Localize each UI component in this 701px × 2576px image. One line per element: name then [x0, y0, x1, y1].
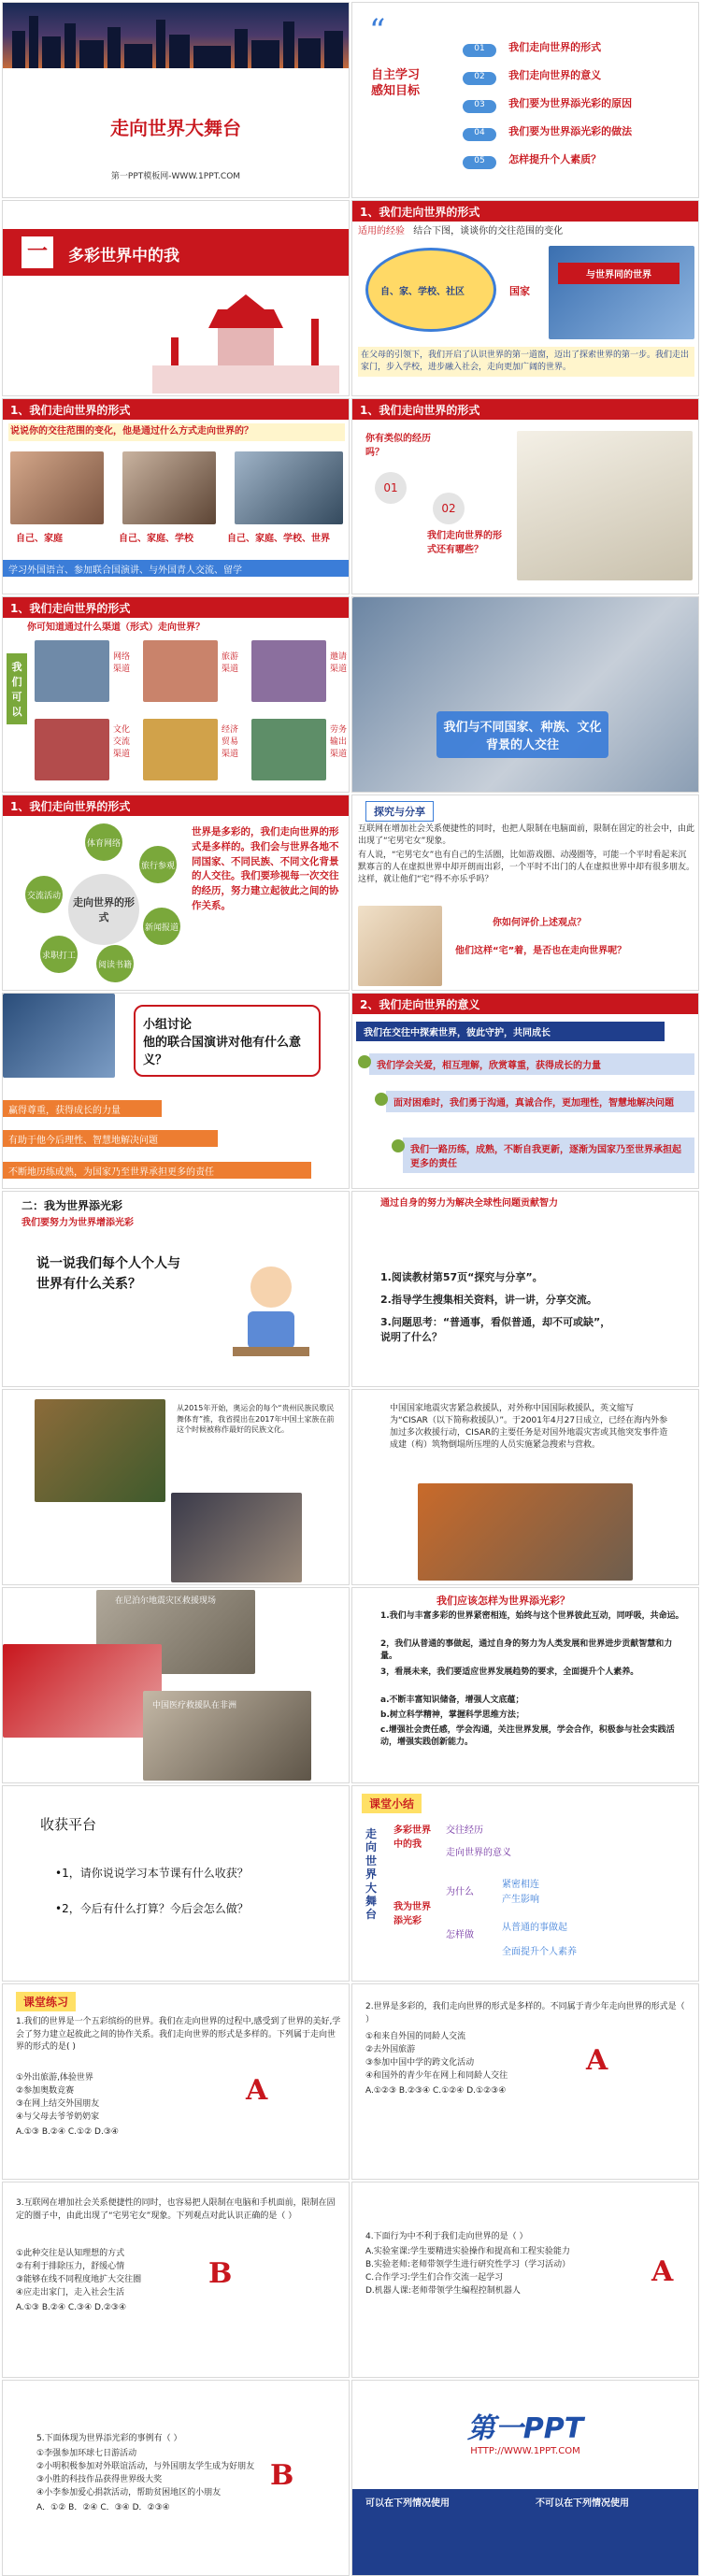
slide-channels	[2, 596, 350, 793]
how-item: 2，我们从普通的事做起，通过自身的努力为人类发展和世界进步贡献智慧和力量。	[380, 1639, 673, 1662]
brand-logo: 第一PPT	[466, 2412, 584, 2445]
slide-title	[2, 2, 350, 198]
how-item: 1.我们与丰富多彩的世界紧密相连，始终与这个世界彼此互动，同呼吸，共命运。	[380, 1611, 684, 1621]
slide-section-one	[2, 200, 350, 396]
quiz-choices: A.①③ B.②④ C.③④ D.②③④	[16, 2303, 127, 2312]
quiz-option: ④和国外的青少年在网上和同龄人交往	[365, 2071, 508, 2081]
slide-group-discussion	[2, 993, 350, 1189]
license-col-forbidden: 不可以在下列情况使用	[536, 2498, 629, 2509]
objectives-heading: 自主学习 感知目标	[371, 68, 421, 98]
quote-icon: “	[369, 12, 386, 50]
quiz-choices: A.①②③ B.②③④ C.①②④ D.①②③④	[365, 2086, 507, 2096]
meaning-item: 面对困难时，我们勇于沟通，真诚合作，更加理性，智慧地解决问题	[386, 1091, 694, 1112]
meaning-item: 我们一路历练，成熟，不断自我更新，逐渐为国家乃至世界承担起更多的责任	[403, 1138, 694, 1173]
quiz-option: ④应走出家门，走入社会生活	[16, 2288, 125, 2297]
quiz-option: B.实验老师:老师带领学生进行研究性学习（学习活动）	[365, 2260, 571, 2269]
channel-photo	[251, 719, 326, 780]
meaning-item: 我们学会关爱，相互理解，欣赏尊重，获得成长的力量	[369, 1053, 694, 1075]
how-item: b.树立科学精神，掌握科学思维方法；	[380, 1710, 524, 1720]
slide-objectives	[351, 2, 699, 198]
cycle-node: 旅行参观	[139, 846, 177, 883]
temple-illustration	[152, 291, 339, 394]
quiz-option: ②小明积极参加对外联谊活动，与外国朋友学生成为好朋友	[36, 2462, 255, 2471]
question-text: 说说你的交往范围的变化，他是通过什么方式走向世界的？	[8, 423, 345, 441]
quiz-option: ②参加奥数竞赛	[16, 2086, 75, 2096]
quiz-option: ④与父母去爷爷奶奶家	[16, 2112, 100, 2122]
slide-experience	[351, 398, 699, 594]
channel-label: 劳务输出渠道	[330, 725, 348, 759]
objective-text: 怎样提升个人素质？	[508, 153, 602, 165]
objective-num: 02	[463, 72, 496, 85]
slide-header: 1、我们走向世界的形式	[352, 201, 698, 222]
photo-caption: 在尼泊尔地震灾区救援现场	[115, 1596, 217, 1606]
channel-label: 经济贸易渠道	[222, 725, 239, 759]
section-title: 多彩世界中的我	[68, 247, 179, 265]
thinking-student-icon	[220, 1257, 322, 1369]
harvest-question: •2，今后有什么打算？今后会怎么做？	[55, 1902, 249, 1915]
cycle-node: 阅读书籍	[96, 945, 134, 982]
harvest-question: •1，请你说说学习本节课有什么收获？	[55, 1867, 249, 1880]
slide-quiz-3	[2, 2182, 350, 2378]
objective-item	[463, 36, 601, 57]
objective-item	[463, 121, 632, 141]
license-panel	[352, 2489, 698, 2576]
leaf: 全面提升个人素养	[502, 1947, 577, 1957]
how-item: c.增强社会责任感，学会沟通，关注世界发展，学会合作，积极参与社会实践活动，增强实践创新能力。	[380, 1725, 675, 1748]
rescue-photo	[418, 1483, 633, 1581]
circle-ring-label: 自、家、学校、社区	[380, 287, 465, 297]
question-text: 你可知道通过什么渠道（形式）走向世界？	[27, 623, 205, 633]
slide-header: 2、我们走向世界的意义	[352, 994, 698, 1014]
answer-bar: 有助于他今后理性、智慧地解决问题	[3, 1130, 218, 1147]
slide-quiz-1	[2, 1983, 350, 2180]
objective-text: 我们走向世界的形式	[508, 41, 602, 53]
leaf: 怎样做	[446, 1930, 474, 1940]
quiz-title: 课堂练习	[16, 1992, 76, 2011]
summary-title: 课堂小结	[362, 1794, 422, 1813]
slide-summary	[351, 1785, 699, 1982]
prompt-text-2: 我们走向世界的形式还有哪些？	[427, 531, 502, 555]
skyline-graphic	[3, 3, 350, 68]
branch-1: 多彩世界中的我	[393, 1825, 431, 1850]
slide-meaning	[351, 993, 699, 1189]
brand-url: HTTP://WWW.1PPT.COM	[470, 2446, 580, 2456]
slide-photos-1	[2, 1389, 350, 1585]
slide-header: 1、我们走向世界的形式	[3, 795, 349, 816]
slide-forms-cycle	[2, 794, 350, 991]
cycle-node: 求职打工	[40, 936, 78, 973]
quiz-question: 3.互联网在增加社会关系便捷性的同时，也容易把人限制在电脑和手机面前，限制在固定的圈子中，由此出现了“宅男宅女”现象。下列观点对此认识正确的是（ ）	[16, 2198, 336, 2221]
quiz-answer: A	[246, 2074, 268, 2107]
channel-label: 邀请渠道	[330, 652, 348, 674]
leaf: 从普通的事做起	[502, 1923, 567, 1933]
answer-bar: 赢得尊重，获得成长的力量	[3, 1100, 162, 1117]
summary-text: 世界是多彩的，我们走向世界的形式是多样的。我们会与世界各地不同国家、不同民族、不同文化背景的人交往。我们要珍视每一次交往的经历，努力建立起彼此之间的协作关系。	[192, 826, 339, 911]
photo-caption: 中国医疗救援队在非洲	[152, 1701, 237, 1710]
objective-text: 我们要为世界添光彩的做法	[508, 125, 633, 137]
objective-num: 01	[463, 44, 496, 57]
quiz-option: ②有利于排除压力，舒缓心情	[16, 2262, 125, 2271]
prompt-text: 你有类似的经历吗？	[365, 434, 431, 458]
computer-illustration	[358, 906, 442, 986]
leaf: 走向世界的意义	[446, 1848, 511, 1858]
quiz-option: ①外出旅游,体验世界	[16, 2073, 93, 2082]
marker-dot	[358, 1055, 371, 1068]
quiz-option: ③能够在线不同程度地扩大交往圈	[16, 2275, 142, 2284]
side-label: 我们可以	[7, 653, 27, 724]
photo-caption: 从2015年开始，奥运会的每个“贵州民族民歌民舞体育”推，我省提出在2017年中国土家族在前这个时候被称作最好的民族文化。	[177, 1404, 335, 1435]
slide-quiz-5	[2, 2380, 350, 2576]
quiz-question: 4.下面行为中不利于我们走向世界的是（ ）	[365, 2232, 528, 2241]
lead-bar: 我们在交往中探索世界，彼此守护，共同成长	[356, 1022, 665, 1041]
child-photo	[122, 451, 216, 524]
un-speech-photo	[3, 994, 115, 1078]
quiz-question: 5.下面体现为世界添光彩的事例有（ ）	[36, 2434, 182, 2443]
channel-photo	[143, 640, 218, 702]
quiz-choices: A.①③ B.②④ C.①② D.③④	[16, 2127, 119, 2137]
slide-header: 1、我们走向世界的形式	[3, 399, 349, 420]
slide-quiz-4	[351, 2182, 699, 2378]
slide-contribute	[351, 1191, 699, 1387]
slide-explore-share	[351, 794, 699, 991]
quiz-option: ①李强参加环球七日游活动	[36, 2449, 137, 2458]
objective-num: 05	[463, 156, 496, 169]
quiz-question: 1.我们的世界是一个五彩缤纷的世界。我们在走向世界的过程中,感受到了世界的美好,学会了努力建立起彼此之间的协作关系。我们走向世界的形式是多样的。下列属于走向世界的形式的是( )	[16, 2017, 341, 2052]
channel-photo	[251, 640, 326, 702]
quiz-option: ②去外国旅游	[365, 2045, 416, 2054]
summary-bar: 学习外国语言、参加联合国演讲、与外国青人交流、留学	[3, 560, 350, 577]
step-item: 1.阅读教材第57页“探究与分享”。	[380, 1271, 543, 1283]
channel-photo	[35, 719, 109, 780]
discussion-question: 说一说我们每个人个人与世界有什么关系？	[36, 1256, 180, 1293]
slide-rescue	[351, 1389, 699, 1585]
quiz-option: C.合作学习:学生们合作交流一起学习	[365, 2273, 504, 2283]
slide-ways-world	[2, 398, 350, 594]
quiz-choices: A．①② B．②④ C．③④ D．②③④	[36, 2503, 170, 2512]
objective-text: 我们走向世界的意义	[508, 69, 602, 81]
channel-label: 文化交流渠道	[113, 725, 131, 759]
image-label: 自己、家庭、学校	[119, 534, 193, 544]
leaf: 为什么	[446, 1887, 474, 1897]
quiz-answer: A	[586, 2044, 608, 2077]
quiz-option: A.实验室课:学生要精进实验操作和提高和工程实验能力	[365, 2247, 570, 2256]
quiz-answer: B	[208, 2257, 233, 2290]
harvest-title: 收获平台	[40, 1816, 97, 1833]
objective-item	[463, 93, 632, 113]
question-2: 他们这样“宅”着，是否也在走向世界呢？	[455, 946, 627, 956]
part-title: 二：我为世界添光彩	[21, 1199, 123, 1212]
quiz-option: ③参加中国中学的跨文化活动	[365, 2058, 475, 2068]
airport-photo	[352, 597, 699, 793]
answer-bar: 不断地历练成熟，为国家乃至世界承担更多的责任	[3, 1162, 311, 1179]
explore-body: 互联网在增加社会关系便捷性的同时，也把人限制在电脑面前，限制在固定的社会中，由此出现了“宅男宅女”现象。	[358, 824, 695, 847]
slide-heading: 我们应该怎样为世界添光彩？	[436, 1595, 570, 1607]
license-col-allowed: 可以在下列情况使用	[365, 2498, 450, 2509]
cycle-node: 新闻报道	[143, 908, 180, 945]
summary-root: 走向世界大舞台	[365, 1827, 378, 1922]
branch-2: 我为世界添光彩	[393, 1902, 431, 1926]
intro-line	[358, 225, 563, 239]
caption-text: 在父母的引领下，我们开启了认识世界的第一道窗，迈出了探索世界的第一步。我们走出家门，步入学校，进步融入社会，走向更加广阔的世界。	[358, 347, 694, 377]
city-skyline-banner	[3, 3, 349, 68]
marker-dot	[375, 1093, 388, 1106]
classroom-photo	[517, 431, 693, 580]
step-item: 3.问题思考：“普通事，看似普通，却不可或缺”，说明了什么？	[380, 1316, 611, 1343]
channel-label: 网络渠道	[113, 652, 131, 674]
slide-interaction	[351, 596, 699, 793]
intro-label: 适用的经验	[358, 226, 405, 236]
step-item: 2.指导学生搜集相关资料，讲一讲，分享交流。	[380, 1294, 597, 1306]
group-photo	[171, 1493, 302, 1582]
objective-item	[463, 149, 601, 169]
explore-body-2: 有人说，“宅男宅女”也有自己的生活圈，比如游戏圈、动漫圈等，可能一个平时看起来沉默寡言的人在虚拟世界中却开朗而出彩，一个平时不出门的人在虚拟世界中却有很多朋友。这样，就让他们“宅”得不亦乐乎吗？	[358, 851, 695, 885]
slide-exchange-range	[351, 200, 699, 396]
section-num-box: 一	[21, 236, 53, 268]
cycle-node: 交流活动	[25, 876, 63, 913]
quiz-option: ①和来自外国的同龄人交流	[365, 2032, 466, 2041]
world-photo	[549, 246, 694, 339]
part-sub: 我们要努力为世界增添光彩	[21, 1218, 134, 1228]
how-item: a.不断丰富知识储备，增强人文底蕴；	[380, 1696, 524, 1705]
quiz-option: D.机器人课:老师带领学生编程控制机器人	[365, 2286, 521, 2296]
quiz-option: ③小胜的科技作品获得世界级大奖	[36, 2475, 163, 2484]
intro-text: 结合下图，谈谈你的交往范围的变化	[413, 226, 564, 236]
slide-add-color	[2, 1191, 350, 1387]
site-credit: 第一PPT模板网-WWW.1PPT.COM	[110, 172, 241, 181]
cycle-node: 体育网络	[85, 823, 122, 861]
discussion-title: 小组讨论 他的联合国演讲对他有什么意义？	[134, 1005, 321, 1077]
how-item: 3，看展未来，我们要适应世界发展趋势的要求，全面提升个人素养。	[380, 1667, 639, 1677]
image-label: 自己、家庭、学校、世界	[227, 534, 330, 544]
channel-photo	[143, 719, 218, 780]
quiz-option: ④小李参加爱心捐款活动，帮助贫困地区的小朋友	[36, 2488, 222, 2497]
image-label: 自己、家庭	[16, 534, 63, 544]
rescue-text: 中国国家地震灾害紧急救援队，对外称中国国际救援队，英文缩写为“CISAR（以下简称救援队）”。于2001年4月27日成立，已经在海内外参加过多次救援行动，CISAR的主要任务是对国外地震灾害或其他突发事件造成建（构）筑物倒塌所压埋的人员实施紧急搜索与营救。	[390, 1404, 668, 1451]
step-circle: 01	[375, 472, 407, 504]
slide-harvest	[2, 1785, 350, 1982]
leaf: 紧密相连	[502, 1880, 539, 1890]
objective-num: 04	[463, 128, 496, 141]
quiz-question: 2.世界是多彩的，我们走向世界的形式是多样的。不同属于青少年走向世界的形式是（ ）	[365, 2002, 685, 2025]
country-label: 国家	[509, 285, 530, 297]
crowd-photo	[3, 1644, 162, 1738]
slide-heading: 通过自身的努力为解决全球性问题贡献智力	[380, 1198, 558, 1209]
overlay-title: 我们与不同国家、种族、文化背景的人交往	[436, 711, 608, 758]
child-photo	[10, 451, 104, 524]
channel-label: 旅游渠道	[222, 652, 239, 674]
slide-brand	[351, 2380, 699, 2576]
leaf: 产生影响	[502, 1895, 539, 1905]
slide-title-text: 走向世界大舞台	[110, 117, 241, 139]
step-circle: 02	[433, 493, 465, 524]
quiz-answer: A	[651, 2255, 674, 2288]
objective-num: 03	[463, 100, 496, 113]
quiz-answer: B	[270, 2459, 294, 2492]
slide-header: 1、我们走向世界的形式	[352, 399, 698, 420]
marker-dot	[392, 1139, 405, 1152]
quiz-option: ③在网上结交外国朋友	[16, 2099, 100, 2109]
quiz-option: ①此种交往是认知理想的方式	[16, 2249, 125, 2258]
objective-item	[463, 64, 601, 85]
channel-photo	[35, 640, 109, 702]
arrow-banner: 与世界同的世界	[558, 263, 680, 284]
slide-header: 1、我们走向世界的形式	[3, 597, 349, 618]
question-1: 你如何评价上述观点？	[493, 918, 586, 928]
speech-photo	[235, 451, 343, 524]
slide-photos-2	[2, 1587, 350, 1783]
explore-title: 探究与分享	[365, 801, 434, 822]
slide-how-to	[351, 1587, 699, 1783]
leaf: 交往经历	[446, 1825, 483, 1836]
work-photo	[35, 1399, 165, 1502]
slide-quiz-2	[351, 1983, 699, 2180]
objective-text: 我们要为世界添光彩的原因	[508, 97, 633, 109]
center-node: 走向世界的形式	[68, 874, 139, 945]
